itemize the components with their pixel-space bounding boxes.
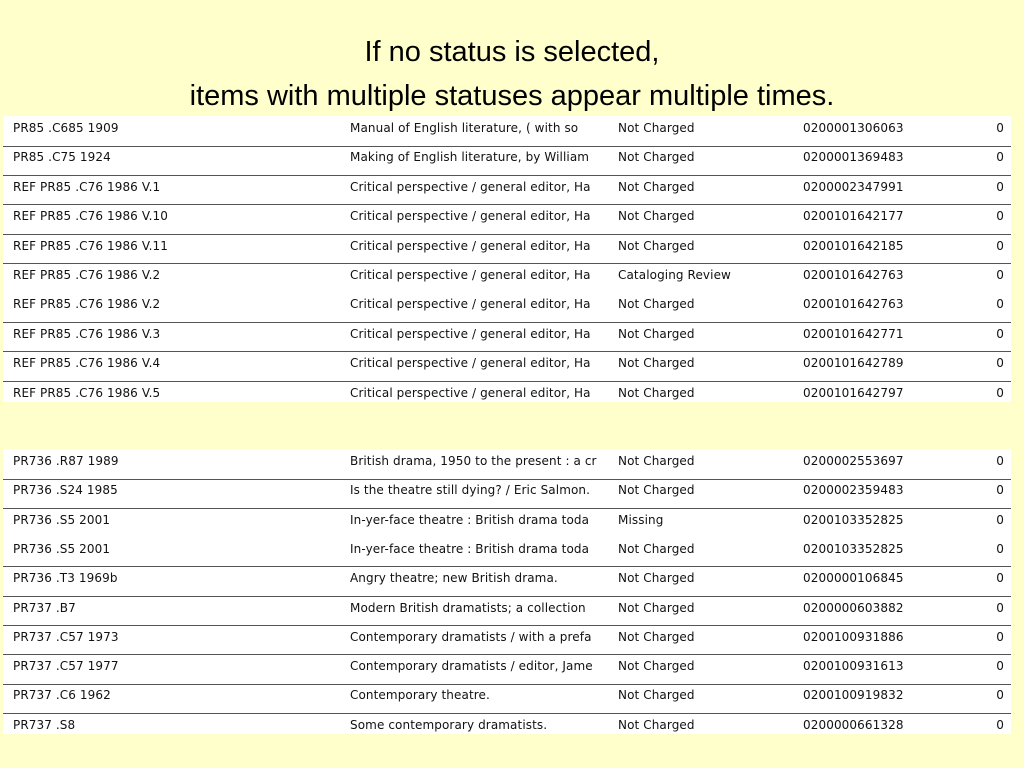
call-number-cell: REF PR85 .C76 1986 V.4: [13, 356, 161, 371]
status-cell: Not Charged: [618, 717, 695, 732]
status-cell: Not Charged: [618, 483, 695, 498]
call-number-cell: REF PR85 .C76 1986 V.2: [13, 297, 161, 312]
call-number-cell: PR737 .B7: [13, 600, 76, 615]
results-table-1: [3, 116, 1011, 402]
table-row[interactable]: [3, 351, 1011, 382]
title-cell: Making of English literature, by William: [350, 150, 590, 165]
count-cell: 0: [996, 268, 1004, 282]
table-row[interactable]: [3, 175, 1011, 206]
count-cell: 0: [996, 150, 1004, 165]
table-row[interactable]: [3, 145, 1011, 176]
call-number-cell: PR85 .C75 1924: [13, 150, 111, 165]
barcode-cell: 0200101642771: [803, 326, 904, 341]
table-row[interactable]: [3, 596, 1011, 627]
status-cell: Not Charged: [618, 629, 695, 644]
count-cell: 0: [996, 688, 1004, 703]
title-cell: In-yer-face theatre : British drama toda: [350, 541, 590, 556]
slide-title: [0, 30, 1024, 118]
table-row[interactable]: [3, 625, 1011, 656]
table-row[interactable]: [3, 654, 1011, 685]
title-cell: Is the theatre still dying? / Eric Salmon.: [350, 483, 591, 498]
call-number-cell: REF PR85 .C76 1986 V.11: [13, 238, 168, 253]
barcode-cell: 0200000106845: [803, 571, 904, 586]
barcode-cell: 0200101642185: [803, 238, 904, 253]
call-number-cell: REF PR85 .C76 1986 V.5: [13, 385, 161, 400]
count-cell: 0: [996, 121, 1004, 135]
slide-title-line-1: If no status is selected,: [364, 36, 660, 68]
title-cell: Modern British dramatists; a collection: [350, 600, 586, 615]
status-cell: Not Charged: [618, 659, 695, 674]
status-cell: Not Charged: [618, 121, 695, 135]
call-number-cell: PR736 .S5 2001: [13, 541, 111, 556]
title-cell: Critical perspective / general editor, Ha: [350, 179, 591, 194]
count-cell: 0: [996, 659, 1004, 674]
barcode-cell: 0200002553697: [803, 454, 904, 468]
table-row[interactable]: [3, 713, 1011, 734]
call-number-cell: PR737 .C57 1973: [13, 629, 119, 644]
count-cell: 0: [996, 600, 1004, 615]
count-cell: 0: [996, 238, 1004, 253]
status-cell: Not Charged: [618, 326, 695, 341]
title-cell: Contemporary theatre.: [350, 688, 490, 703]
table-row[interactable]: [3, 449, 1011, 480]
table-row[interactable]: [3, 322, 1011, 353]
title-cell: In-yer-face theatre : British drama toda: [350, 512, 590, 527]
barcode-cell: 0200101642789: [803, 356, 904, 371]
call-number-cell: PR736 .S24 1985: [13, 483, 118, 498]
barcode-cell: 0200103352825: [803, 512, 904, 527]
status-cell: Not Charged: [618, 571, 695, 586]
title-cell: Some contemporary dramatists.: [350, 717, 548, 732]
table-row[interactable]: [3, 566, 1011, 597]
call-number-cell: REF PR85 .C76 1986 V.3: [13, 326, 161, 341]
barcode-cell: 0200001306063: [803, 121, 904, 135]
call-number-cell: PR736 .R87 1989: [13, 454, 119, 468]
title-cell: Contemporary dramatists / editor, Jame: [350, 659, 593, 674]
barcode-cell: 0200101642177: [803, 209, 904, 224]
call-number-cell: REF PR85 .C76 1986 V.1: [13, 179, 161, 194]
results-table-2: [3, 449, 1011, 734]
title-cell: Critical perspective / general editor, Ha: [350, 297, 591, 312]
count-cell: 0: [996, 717, 1004, 732]
status-cell: Not Charged: [618, 541, 695, 556]
call-number-cell: PR736 .S5 2001: [13, 512, 111, 527]
table-row[interactable]: [3, 116, 1011, 147]
title-cell: Critical perspective / general editor, Ha: [350, 268, 591, 282]
count-cell: 0: [996, 541, 1004, 556]
count-cell: 0: [996, 209, 1004, 224]
status-cell: Not Charged: [618, 600, 695, 615]
barcode-cell: 0200100919832: [803, 688, 904, 703]
table-row[interactable]: [3, 381, 1011, 402]
barcode-cell: 0200001369483: [803, 150, 904, 165]
count-cell: 0: [996, 385, 1004, 400]
title-cell: Critical perspective / general editor, Ha: [350, 209, 591, 224]
slide-title-line-2: items with multiple statuses appear multiple times.: [189, 80, 835, 112]
count-cell: 0: [996, 179, 1004, 194]
title-cell: Critical perspective / general editor, Ha: [350, 385, 591, 400]
count-cell: 0: [996, 297, 1004, 312]
title-cell: Manual of English literature, ( with so: [350, 121, 579, 135]
barcode-cell: 0200103352825: [803, 541, 904, 556]
call-number-cell: PR737 .C6 1962: [13, 688, 111, 703]
table-row[interactable]: [3, 537, 1011, 568]
count-cell: 0: [996, 512, 1004, 527]
status-cell: Not Charged: [618, 238, 695, 253]
status-cell: Not Charged: [618, 688, 695, 703]
status-cell: Not Charged: [618, 179, 695, 194]
count-cell: 0: [996, 454, 1004, 468]
table-row[interactable]: [3, 478, 1011, 509]
barcode-cell: 0200000603882: [803, 600, 904, 615]
table-row[interactable]: [3, 683, 1011, 714]
title-cell: Contemporary dramatists / with a prefa: [350, 629, 592, 644]
barcode-cell: 0200101642797: [803, 385, 904, 400]
call-number-cell: REF PR85 .C76 1986 V.10: [13, 209, 168, 224]
table-row[interactable]: [3, 263, 1011, 293]
status-cell: Not Charged: [618, 209, 695, 224]
barcode-cell: 0200100931613: [803, 659, 904, 674]
count-cell: 0: [996, 326, 1004, 341]
status-cell: Not Charged: [618, 385, 695, 400]
title-cell: British drama, 1950 to the present : a cr: [350, 454, 597, 468]
call-number-cell: PR736 .T3 1969b: [13, 571, 118, 586]
call-number-cell: PR85 .C685 1909: [13, 121, 119, 135]
table-row[interactable]: [3, 234, 1011, 265]
status-cell: Not Charged: [618, 150, 695, 165]
call-number-cell: REF PR85 .C76 1986 V.2: [13, 268, 161, 282]
count-cell: 0: [996, 629, 1004, 644]
barcode-cell: 0200101642763: [803, 297, 904, 312]
count-cell: 0: [996, 571, 1004, 586]
barcode-cell: 0200100931886: [803, 629, 904, 644]
table-row[interactable]: [3, 292, 1011, 323]
title-cell: Critical perspective / general editor, Ha: [350, 238, 591, 253]
count-cell: 0: [996, 483, 1004, 498]
title-cell: Angry theatre; new British drama.: [350, 571, 558, 586]
table-row[interactable]: [3, 508, 1011, 538]
count-cell: 0: [996, 356, 1004, 371]
status-cell: Missing: [618, 512, 664, 527]
status-cell: Not Charged: [618, 356, 695, 371]
title-cell: Critical perspective / general editor, Ha: [350, 326, 591, 341]
barcode-cell: 0200101642763: [803, 268, 904, 282]
title-cell: Critical perspective / general editor, Ha: [350, 356, 591, 371]
call-number-cell: PR737 .S8: [13, 717, 76, 732]
status-cell: Cataloging Review: [618, 268, 731, 282]
barcode-cell: 0200002347991: [803, 179, 904, 194]
table-row[interactable]: [3, 204, 1011, 235]
call-number-cell: PR737 .C57 1977: [13, 659, 119, 674]
status-cell: Not Charged: [618, 297, 695, 312]
barcode-cell: 0200000661328: [803, 717, 904, 732]
barcode-cell: 0200002359483: [803, 483, 904, 498]
status-cell: Not Charged: [618, 454, 695, 468]
